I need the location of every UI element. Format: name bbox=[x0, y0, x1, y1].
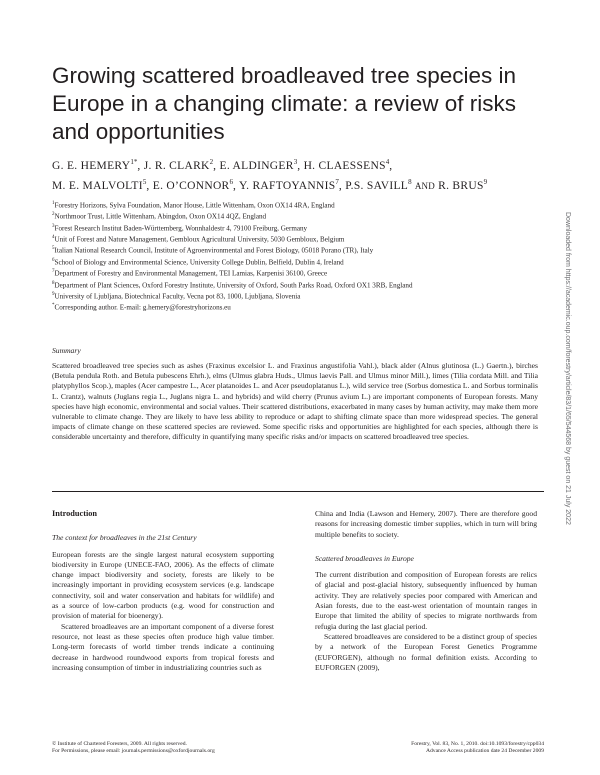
author-affiliation-mark: 4 bbox=[385, 158, 390, 166]
author-separator: , bbox=[389, 159, 393, 172]
affiliation-item bbox=[52, 210, 552, 221]
author-affiliation-mark: 5 bbox=[142, 177, 147, 186]
paragraph: The current distribution and composition of European forests are relics of glacial and post-glacial history, subsequently influenced by human activity. They are relatively species poor compared with American and Asian forests, due to the east-west orientation of mountain ranges in Europe that limited the ability of species to migrate northwards from refugia during the last glacial period. bbox=[315, 570, 537, 631]
author-affiliation-mark: 3 bbox=[293, 158, 298, 166]
affiliation-mark: 8 bbox=[52, 280, 55, 286]
affiliation-item bbox=[52, 256, 552, 267]
author-name: G. E. HEMERY bbox=[52, 159, 131, 172]
author-separator: , bbox=[137, 159, 144, 172]
author-name: R. BRUS bbox=[438, 179, 484, 192]
author-affiliation-mark: 1* bbox=[130, 158, 138, 166]
affiliation-mark: 5 bbox=[52, 246, 55, 252]
paragraph: European forests are the single largest natural ecosystem supporting biodiversity in Europe (UNECE-FAO, 2006). As the effects of climate change impact biodiversity and society, forests are likely to be increasingly important in providing ecosystem services (e.g. landscape connectivity, soil and water conservation and habitats for wildlife) and as a source of low-carbon products (e.g. wood for construction and provision of material for bioenergy). bbox=[52, 549, 274, 621]
left-column bbox=[52, 509, 274, 673]
section-divider bbox=[52, 491, 544, 492]
author-line-2 bbox=[52, 174, 552, 194]
introduction-heading: Introduction bbox=[52, 509, 98, 518]
affiliation-list bbox=[52, 199, 552, 313]
affiliation-item bbox=[52, 301, 552, 312]
affiliation-item bbox=[52, 267, 552, 278]
affiliation-item bbox=[52, 244, 552, 255]
affiliation-mark: 9 bbox=[52, 291, 55, 297]
paper-title: Growing scattered broadleaved tree species in Europe in a changing climate: a review of risks and opportunities bbox=[52, 63, 517, 144]
author-separator: , bbox=[297, 159, 304, 172]
author-name: E. ALDINGER bbox=[219, 159, 294, 172]
affiliation-text: Department of Forestry and Environmental Management, TEI Lamias, Karpenisi 36100, Greece bbox=[54, 269, 328, 278]
author-affiliation-mark: 8 bbox=[408, 177, 412, 186]
affiliation-text: Unit of Forest and Nature Management, Gembloux Agricultural University, 5030 Gembloux, Belgium bbox=[54, 235, 345, 244]
summary-text: Scattered broadleaved tree species such as ashes (Fraxinus excelsior L. and Fraxinus angustifolia Vahl.), black alder (Alnus glutinosa (L.) Gaertn.), birches (Betula pendula Roth. and Betula pubescens Ehrh.), elms (Ulmus glabra Huds., Ulmus laevis Pall. and Ulmus minor Mill.), limes (Tilia cordata Mill. and Tilia platyphyllos Scop.), maples (Acer campestre L., Acer platanoides L. and Acer pseudoplatanus L.), wild service tree (Sorbus domestica L. and Sorbus torminalis L. Crantz), walnuts (Juglans regia L., Juglans nigra L. and hybrids) and wild cherry (Prunus avium L.) are important components of European forests. Many species have high economic, environmental and social values. Their scattered distributions, exacerbated in many cases by human activity, may make them more vulnerable to climate change. They are likely to have less ability to reproduce or adapt to shifting climate space than more widespread species. The general impacts of climate change on these scattered species are reviewed. Some specific risks and opportunities are highlighted for each species, although there is considerable uncertainty and therefore, difficulty in quantifying many specific risks and/or impacts on scattered broadleaved tree species. bbox=[52, 361, 538, 442]
affiliation-item bbox=[52, 290, 552, 301]
author-name: E. O’CONNOR bbox=[152, 179, 230, 192]
affiliation-mark: 7 bbox=[52, 269, 55, 275]
affiliation-item bbox=[52, 279, 552, 290]
affiliation-item bbox=[52, 199, 552, 210]
paragraph: China and India (Lawson and Hemery, 2007). There are therefore good reasons for increasing domestic timber supplies, which in turn will bring multiple benefits to society. bbox=[315, 509, 537, 539]
author-line-1 bbox=[52, 154, 552, 174]
author-affiliation-mark: 9 bbox=[483, 177, 488, 186]
right-column bbox=[315, 509, 537, 673]
journal-footer bbox=[390, 741, 544, 756]
affiliation-item bbox=[52, 222, 552, 233]
affiliation-mark: 3 bbox=[52, 223, 55, 229]
affiliation-mark: * bbox=[52, 303, 55, 309]
affiliation-mark: 2 bbox=[52, 212, 55, 218]
permissions-line: For Permissions, please email: journals.permissions@oxfordjournals.org bbox=[52, 748, 215, 755]
paragraph: Scattered broadleaves are an important component of a diverse forest resource, not least as these species often produce high value timber. Long-term forecasts of world timber trends indicate a continuing decrease in hardwood roundwood exports from tropical forests and increasing consumption of timber in industrializing countries such as bbox=[52, 621, 274, 672]
affiliation-text: University of Ljubljana, Biotechnical Faculty, Vecna pot 83, 1000, Ljubljana, Slovenia bbox=[54, 292, 301, 301]
author-separator: , bbox=[233, 179, 239, 192]
affiliation-mark: 6 bbox=[52, 257, 55, 263]
author-name: Y. RAFTOYANNIS bbox=[238, 179, 336, 192]
copyright-footer bbox=[52, 741, 215, 756]
affiliation-mark: 1 bbox=[52, 201, 55, 206]
author-name: J. R. CLARK bbox=[143, 159, 210, 172]
author-name: P.S. SAVILL bbox=[345, 179, 409, 192]
author-affiliation-mark: 7 bbox=[335, 177, 339, 186]
author-name: H. CLAESSENS bbox=[303, 159, 386, 172]
affiliation-text: Department of Plant Sciences, Oxford Forestry Institute, University of Oxford, South Parks Road, Oxford OX1 3RB, England bbox=[54, 280, 413, 289]
author-separator: , bbox=[213, 159, 220, 172]
affiliation-text: School of Biology and Environmental Science, University College Dublin, Belfield, Dublin 4, Ireland bbox=[54, 258, 344, 267]
affiliation-mark: 4 bbox=[52, 235, 55, 241]
affiliation-text: Forest Research Institut Baden-Württemberg, Wonnhaldestr 4, 79100 Freiburg, Germany bbox=[54, 224, 308, 233]
summary-heading: Summary bbox=[52, 346, 81, 355]
paragraph: Scattered broadleaves are considered to be a distinct group of species by a network of the European Forest Genetics Programme (EUFORGEN), although no formal definition exists. According to EUFORGEN (2009), bbox=[315, 631, 537, 672]
affiliation-text: Forestry Horizons, Sylva Foundation, Manor House, Little Wittenham, Oxon OX14 4RA, England bbox=[54, 201, 335, 210]
download-watermark[interactable]: Downloaded from https://academic.oup.com/forestry/article/83/1/65/544568 by guest on 21 July 2022 bbox=[564, 212, 571, 525]
subheading-context: The context for broadleaves in the 21st Century bbox=[52, 533, 197, 543]
author-affiliation-mark: 6 bbox=[229, 177, 234, 186]
affiliation-text: Corresponding author. E-mail: g.hemery@forestryhorizons.eu bbox=[54, 303, 231, 312]
subheading-scattered-broadleaves: Scattered broadleaves in Europe bbox=[315, 553, 414, 563]
author-list bbox=[52, 154, 552, 194]
publication-date-line: Advance Access publication date 24 December 2009 bbox=[425, 748, 544, 755]
author-separator: , bbox=[146, 179, 153, 192]
affiliation-text: Northmoor Trust, Little Wittenham, Abingdon, Oxon OX14 4QZ, England bbox=[54, 212, 267, 221]
author-affiliation-mark: 2 bbox=[209, 158, 214, 166]
affiliation-item bbox=[52, 233, 552, 244]
affiliation-text: Italian National Research Council, Institute of Agroenvironmental and Forest Biology, 05018 Porano (TR), Italy bbox=[54, 246, 374, 255]
citation-line: Forestry, Vol. 83, No. 1, 2010. doi:10.1093/forestry/cpp034 bbox=[411, 741, 544, 747]
copyright-line: © Institute of Chartered Foresters, 2009. All rights reserved. bbox=[52, 741, 187, 747]
author-name: M. E. MALVOLTI bbox=[52, 179, 143, 192]
author-separator: , bbox=[338, 179, 346, 192]
author-conjunction: AND bbox=[414, 180, 435, 191]
